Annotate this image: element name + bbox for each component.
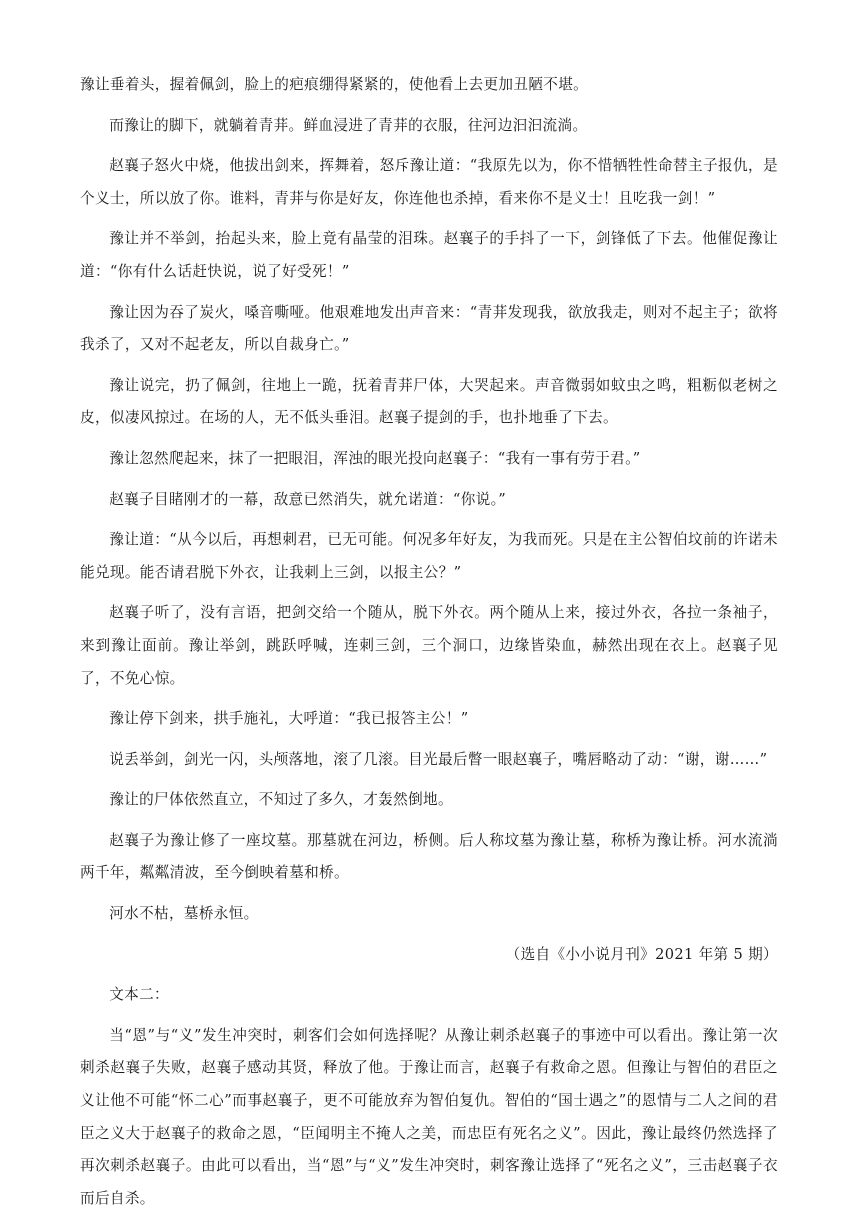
paragraph-3: 赵襄子怒火中烧，他拔出剑来，挥舞着，怒斥豫让道：“我原先以为，你不惜牺牲性命替主子报仇，是个义士，所以放了你。谁料，青荓与你是好友，你连他也杀掉，看来你不是义士！且吃我一剑！” (80, 157, 778, 207)
paragraph-15: 河水不枯，墓桥永恒。 (109, 905, 259, 923)
text2-heading: 文本二： (109, 986, 169, 1004)
paragraph-14: 赵襄子为豫让修了一座坟墓。那墓就在河边，桥侧。后人称坟墓为豫让墓，称桥为豫让桥。河水流淌两千年，粼粼清波，至今倒映着墓和桥。 (80, 831, 778, 882)
paragraph-7: 豫让忽然爬起来，抹了一把眼泪，浑浊的眼光投向赵襄子：“我有一事有劳于君。” (109, 449, 641, 467)
paragraph-11: 豫让停下剑来，拱手施礼，大呼道：“我已报答主公！” (109, 710, 469, 728)
source-citation: （选自《小小说月刊》2021 年第 5 期） (505, 945, 778, 963)
document-page (80, 69, 778, 1223)
paragraph-13: 豫让的尸体依然直立，不知过了多久，才轰然倒地。 (109, 791, 453, 809)
paragraph-4: 豫让并不举剑，抬起头来，脸上竟有晶莹的泪珠。赵襄子的手抖了一下，剑锋低了下去。他催促豫让道：“你有什么话赶快说，说了好受死！” (80, 230, 778, 280)
paragraph-12: 说丢举剑，剑光一闪，头颅落地，滚了几滚。目光最后瞥一眼赵襄子，嘴唇略动了动：“谢，谢……” (109, 750, 768, 768)
paragraph-10: 赵襄子听了，没有言语，把剑交给一个随从，脱下外衣。两个随从上来，接过外衣，各拉一条袖子，来到豫让面前。豫让举剑，跳跃呼喊，连刺三剑，三个洞口，边缘皆染血，赫然出现在衣上。赵襄子见了，不免心惊。 (80, 604, 778, 687)
paragraph-5: 豫让因为吞了炭火，嗓音嘶哑。他艰难地发出声音来：“青荓发现我，欲放我走，则对不起主子；欲将我杀了，又对不起老友，所以自裁身亡。” (80, 303, 778, 354)
paragraph-1: 豫让垂着头，握着佩剑，脸上的疤痕绷得紧紧的，使他看上去更加丑陋不堪。 (80, 76, 589, 93)
paragraph-2: 而豫让的脚下，就躺着青荓。鲜血浸进了青荓的衣服，往河边汩汩流淌。 (109, 116, 588, 134)
paragraph-6: 豫让说完，扔了佩剑，往地上一跪，抚着青荓尸体，大哭起来。声音微弱如蚊虫之鸣，粗粝似老树之皮，似凄风掠过。在场的人，无不低头垂泪。赵襄子提剑的手，也扑地垂了下去。 (80, 376, 778, 427)
text2-paragraph: 当“恩”与“义”发生冲突时，刺客们会如何选择呢？从豫让刺杀赵襄子的事迹中可以看出。豫让第一次刺杀赵襄子失败，赵襄子感动其贤，释放了他。于豫让而言，赵襄子有救命之恩。但豫让与智伯的君臣之义让他不可能“怀二心”而事赵襄子，更不可能放弃为智伯复仇。智伯的“国士遇之”的恩情与二人之间的君臣之义大于赵襄子的救命之恩，“臣闻明主不掩人之美，而忠臣有死名之义”。因此，豫让最终仍然选择了再次刺杀赵襄子。由此可以看出，当“恩”与“义”发生冲突时，刺客豫让选择了“死名之义”，三击赵襄子衣而后自杀。 (80, 1026, 778, 1207)
paragraph-9: 豫让道：“从今以后，再想刺君，已无可能。何况多年好友，为我而死。只是在主公智伯坟前的许诺未能兑现。能否请君脱下外衣，让我刺上三剑，以报主公？” (80, 531, 778, 581)
paragraph-8: 赵襄子目睹刚才的一幕，敌意已然消失，就允诺道：“你说。” (109, 490, 507, 508)
